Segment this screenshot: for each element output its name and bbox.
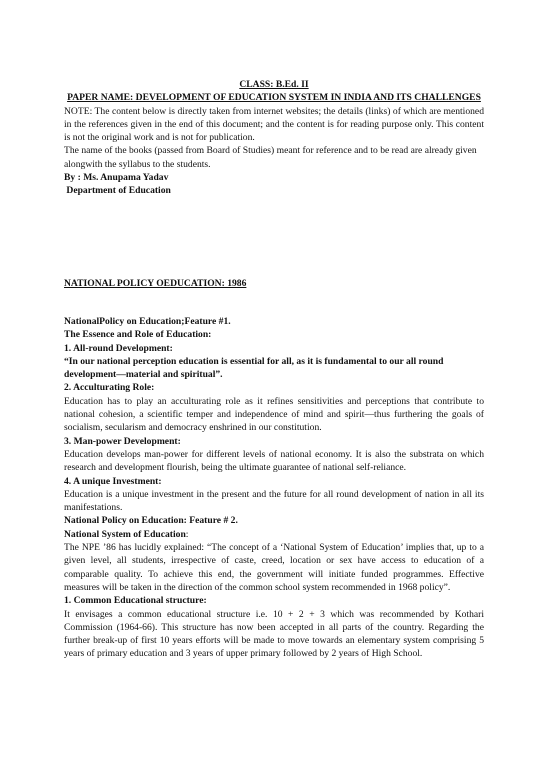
author-line: By : Ms. Anupama Yadav (64, 172, 169, 184)
feature2-heading: National Policy on Education: Feature # 2. (64, 515, 238, 527)
item-body: Education has to play an acculturating role as it refines sensitivities and perceptions that contribute to national cohesion, a scientific temper and independence of mind and spirit—thus furthering the goals of socialism, secularism and democracy enshrined in our constitution. (64, 395, 484, 434)
section-title: NATIONAL POLICY OEDUCATION: 1986 (64, 277, 247, 289)
feature2-body: The NPE ’86 has lucidly explained: “The concept of a ‘National System of Education’ implies that, up to a given level, all students, irrespective of caste, creed, location or sex have access to education of a comparable quality. To achieve this end, the government will initiate funded programmes. Effective measures will be taken in the direction of the common school system recommended in 1968 policy”. (64, 542, 484, 593)
item-body: Education is a unique investment in the present and the future for all round development of nation in all its manifestations. (64, 488, 484, 514)
feature2-subheading: National System of Education (64, 528, 186, 540)
item-title: 4. A unique Investment: (64, 475, 162, 487)
spacer (64, 290, 484, 315)
item-title: 1. Common Educational structure: (64, 595, 207, 607)
feature1-heading: NationalPolicy on Education;Feature #1. (64, 315, 231, 327)
feature1-subheading: The Essence and Role of Education: (64, 329, 212, 341)
item-title: 3. Man-power Development: (64, 435, 181, 447)
paper-title: PAPER NAME: DEVELOPMENT OF EDUCATION SYSTEM IN INDIA AND ITS CHALLENGES (67, 92, 481, 104)
books-note: The name of the books (passed from Board of Studies) meant for reference and to be read are already given alongwith the syllabus to the students. (64, 145, 477, 170)
item-body: “In our national perception education is essential for all, as it is fundamental to our all round development—material and spiritual”. (64, 355, 444, 381)
disclaimer-note: NOTE: The content below is directly taken from internet websites; the details (links) of which are mentioned in the references given in the end of this document; and the content is for reading purpose only. This content is not the original work and is not for publication. (64, 105, 484, 144)
document-page (64, 78, 484, 661)
item-body: It envisages a common educational structure i.e. 10 + 2 + 3 which was recommended by Kothari Commission (1964-66). This structure has now been accepted in all parts of the country. Regarding the further break-up of first 10 years efforts will be made to move towards an elementary system comprising 5 years of primary education and 3 years of upper primary followed by 2 years of High School. (64, 608, 484, 660)
item-title: 2. Acculturating Role: (64, 382, 155, 394)
item-title: 1. All-round Development: (64, 342, 173, 354)
feature2-subheading-suffix: : (185, 528, 189, 540)
department-line: Department of Education (64, 185, 171, 197)
item-body: Education develops man-power for different levels of national economy. It is also the substrata on which research and development flourish, being the ultimate guarantee of national self-reliance. (64, 448, 484, 474)
feature2-subheading-line (64, 528, 484, 541)
class-line: CLASS: B.Ed. II (239, 79, 309, 90)
spacer (64, 198, 484, 277)
